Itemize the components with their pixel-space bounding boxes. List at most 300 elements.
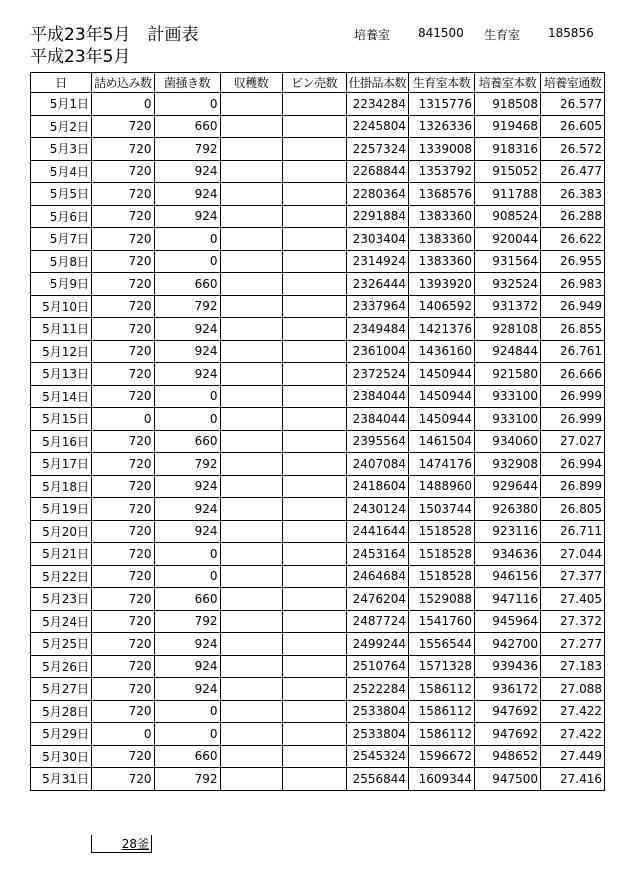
table-cell: 720 xyxy=(92,475,155,498)
table-cell: 1326336 xyxy=(409,115,475,138)
table-cell: 720 xyxy=(92,160,155,183)
table-cell: 0 xyxy=(154,250,220,273)
table-cell: 1571328 xyxy=(409,655,475,678)
table-cell: 5月12日 xyxy=(31,340,92,363)
table-row xyxy=(31,588,605,611)
table-cell: 1339008 xyxy=(409,138,475,161)
table-cell: 26.288 xyxy=(541,205,605,228)
table-cell: 26.983 xyxy=(541,273,605,296)
table-cell: 921580 xyxy=(475,363,541,386)
table-cell: 945964 xyxy=(475,610,541,633)
table-cell: 26.622 xyxy=(541,228,605,251)
total-cell xyxy=(91,835,152,853)
table-cell: 942700 xyxy=(475,633,541,656)
table-cell: 660 xyxy=(154,588,220,611)
table-cell xyxy=(282,453,346,476)
table-cell: 720 xyxy=(92,565,155,588)
table-cell xyxy=(220,183,282,206)
table-row xyxy=(31,93,605,116)
table-cell xyxy=(220,295,282,318)
table-cell: 2522284 xyxy=(346,678,409,701)
table-cell: 2441644 xyxy=(346,520,409,543)
table-cell xyxy=(282,385,346,408)
table-cell: 915052 xyxy=(475,160,541,183)
table-cell xyxy=(282,520,346,543)
table-cell: 0 xyxy=(154,385,220,408)
column-header: ビン売数 xyxy=(282,73,346,93)
table-cell: 1421376 xyxy=(409,318,475,341)
table-cell xyxy=(220,633,282,656)
table-cell: 26.949 xyxy=(541,295,605,318)
table-cell xyxy=(282,205,346,228)
table-cell: 2234284 xyxy=(346,93,409,116)
table-row xyxy=(31,543,605,566)
table-cell: 0 xyxy=(92,723,155,746)
table-cell: 720 xyxy=(92,543,155,566)
table-row xyxy=(31,768,605,791)
table-cell: 934060 xyxy=(475,430,541,453)
table-cell xyxy=(282,768,346,791)
table-cell: 26.577 xyxy=(541,93,605,116)
table-cell: 5月31日 xyxy=(31,768,92,791)
table-row xyxy=(31,385,605,408)
page-subtitle: 平成23年5月 xyxy=(30,47,131,67)
table-cell xyxy=(282,115,346,138)
room2-label: 生育室 xyxy=(484,28,521,42)
table-cell: 5月4日 xyxy=(31,160,92,183)
table-cell: 932908 xyxy=(475,453,541,476)
table-cell: 720 xyxy=(92,678,155,701)
table-cell xyxy=(220,363,282,386)
table-cell xyxy=(282,655,346,678)
table-cell: 933100 xyxy=(475,408,541,431)
table-cell: 792 xyxy=(154,295,220,318)
table-cell: 26.999 xyxy=(541,408,605,431)
table-cell: 924 xyxy=(154,363,220,386)
table-cell: 924 xyxy=(154,183,220,206)
table-cell: 924 xyxy=(154,318,220,341)
table-cell: 2280364 xyxy=(346,183,409,206)
table-cell: 2303404 xyxy=(346,228,409,251)
table-cell xyxy=(220,273,282,296)
table-cell xyxy=(220,93,282,116)
table-cell: 2314924 xyxy=(346,250,409,273)
table-cell: 660 xyxy=(154,745,220,768)
table-cell: 1436160 xyxy=(409,340,475,363)
column-header: 菌掻き数 xyxy=(154,73,220,93)
table-cell: 2337964 xyxy=(346,295,409,318)
table-cell: 1586112 xyxy=(409,723,475,746)
table-cell: 924 xyxy=(154,340,220,363)
table-cell xyxy=(220,138,282,161)
table-cell xyxy=(220,453,282,476)
table-cell: 720 xyxy=(92,385,155,408)
table-cell: 1461504 xyxy=(409,430,475,453)
table-row xyxy=(31,498,605,521)
table-cell: 792 xyxy=(154,453,220,476)
table-cell xyxy=(282,363,346,386)
table-cell xyxy=(282,228,346,251)
table-cell: 924 xyxy=(154,160,220,183)
table-cell: 720 xyxy=(92,745,155,768)
table-cell: 2326444 xyxy=(346,273,409,296)
table-cell: 934636 xyxy=(475,543,541,566)
table-cell: 720 xyxy=(92,228,155,251)
table-cell: 947692 xyxy=(475,723,541,746)
table-cell: 26.999 xyxy=(541,385,605,408)
room1-label: 培養室 xyxy=(354,28,391,42)
table-cell: 1450944 xyxy=(409,363,475,386)
table-cell: 720 xyxy=(92,340,155,363)
table-cell: 660 xyxy=(154,430,220,453)
table-cell: 1383360 xyxy=(409,228,475,251)
table-cell: 931372 xyxy=(475,295,541,318)
table-cell: 2545324 xyxy=(346,745,409,768)
table-cell: 0 xyxy=(154,565,220,588)
table-cell: 5月25日 xyxy=(31,633,92,656)
table-cell: 720 xyxy=(92,700,155,723)
table-cell: 2476204 xyxy=(346,588,409,611)
room1-value: 841500 xyxy=(418,26,464,40)
column-header: 詰め込み数 xyxy=(92,73,155,93)
table-cell: 26.761 xyxy=(541,340,605,363)
table-cell: 720 xyxy=(92,588,155,611)
table-cell: 924 xyxy=(154,205,220,228)
table-cell: 924 xyxy=(154,633,220,656)
table-cell: 720 xyxy=(92,250,155,273)
table-cell: 720 xyxy=(92,610,155,633)
table-cell xyxy=(282,565,346,588)
table-cell: 26.383 xyxy=(541,183,605,206)
table-cell: 27.088 xyxy=(541,678,605,701)
table-cell: 1518528 xyxy=(409,543,475,566)
table-cell: 5月9日 xyxy=(31,273,92,296)
table-cell xyxy=(220,498,282,521)
table-cell: 26.955 xyxy=(541,250,605,273)
table-cell: 5月3日 xyxy=(31,138,92,161)
column-header: 収穫数 xyxy=(220,73,282,93)
table-cell: 720 xyxy=(92,318,155,341)
table-cell: 0 xyxy=(92,408,155,431)
table-cell: 5月22日 xyxy=(31,565,92,588)
table-cell: 933100 xyxy=(475,385,541,408)
table-cell xyxy=(220,678,282,701)
table-cell: 919468 xyxy=(475,115,541,138)
table-cell: 5月5日 xyxy=(31,183,92,206)
table-row xyxy=(31,610,605,633)
table-cell: 2361004 xyxy=(346,340,409,363)
table-cell xyxy=(282,430,346,453)
table-row xyxy=(31,520,605,543)
table-cell xyxy=(282,160,346,183)
table-cell: 720 xyxy=(92,520,155,543)
table-cell: 27.277 xyxy=(541,633,605,656)
table-cell: 27.372 xyxy=(541,610,605,633)
table-cell xyxy=(220,115,282,138)
table-cell xyxy=(282,610,346,633)
table-cell: 720 xyxy=(92,183,155,206)
table-cell: 5月24日 xyxy=(31,610,92,633)
table-cell: 5月28日 xyxy=(31,700,92,723)
table-cell xyxy=(220,430,282,453)
table-cell: 2384044 xyxy=(346,408,409,431)
table-cell: 947692 xyxy=(475,700,541,723)
table-cell: 926380 xyxy=(475,498,541,521)
table-header-row xyxy=(31,73,605,93)
table-cell: 720 xyxy=(92,115,155,138)
table-cell: 5月19日 xyxy=(31,498,92,521)
table-row xyxy=(31,318,605,341)
table-cell: 0 xyxy=(154,723,220,746)
table-row xyxy=(31,340,605,363)
table-cell: 5月17日 xyxy=(31,453,92,476)
room2-value: 185856 xyxy=(548,26,594,40)
table-cell: 5月13日 xyxy=(31,363,92,386)
table-cell: 931564 xyxy=(475,250,541,273)
table-cell: 2556844 xyxy=(346,768,409,791)
table-cell: 923116 xyxy=(475,520,541,543)
table-cell: 27.422 xyxy=(541,700,605,723)
table-cell xyxy=(220,475,282,498)
table-cell: 924 xyxy=(154,520,220,543)
table-cell xyxy=(282,273,346,296)
table-cell xyxy=(282,183,346,206)
table-cell: 1518528 xyxy=(409,520,475,543)
table-cell xyxy=(220,745,282,768)
table-cell: 27.416 xyxy=(541,768,605,791)
table-cell: 26.605 xyxy=(541,115,605,138)
table-cell: 5月14日 xyxy=(31,385,92,408)
table-cell: 720 xyxy=(92,205,155,228)
table-cell: 1596672 xyxy=(409,745,475,768)
table-cell xyxy=(220,700,282,723)
table-cell: 946156 xyxy=(475,565,541,588)
table-cell: 1406592 xyxy=(409,295,475,318)
table-cell: 5月21日 xyxy=(31,543,92,566)
table-cell: 5月16日 xyxy=(31,430,92,453)
table-cell xyxy=(282,588,346,611)
table-cell: 27.183 xyxy=(541,655,605,678)
table-cell: 720 xyxy=(92,138,155,161)
table-cell: 0 xyxy=(92,93,155,116)
table-cell: 1586112 xyxy=(409,678,475,701)
table-cell: 27.044 xyxy=(541,543,605,566)
table-cell: 948652 xyxy=(475,745,541,768)
table-cell: 2487724 xyxy=(346,610,409,633)
table-cell: 1556544 xyxy=(409,633,475,656)
table-cell: 792 xyxy=(154,768,220,791)
table-cell: 924 xyxy=(154,498,220,521)
table-cell: 720 xyxy=(92,363,155,386)
table-cell: 720 xyxy=(92,273,155,296)
table-cell xyxy=(220,408,282,431)
column-header: 培養室通数 xyxy=(541,73,605,93)
table-cell: 660 xyxy=(154,273,220,296)
table-cell xyxy=(220,655,282,678)
table-cell: 2533804 xyxy=(346,700,409,723)
table-cell: 5月1日 xyxy=(31,93,92,116)
table-row xyxy=(31,723,605,746)
table-cell: 1609344 xyxy=(409,768,475,791)
table-cell: 928108 xyxy=(475,318,541,341)
table-cell: 5月8日 xyxy=(31,250,92,273)
table-cell: 5月26日 xyxy=(31,655,92,678)
table-cell: 27.377 xyxy=(541,565,605,588)
table-cell: 720 xyxy=(92,655,155,678)
table-cell: 1488960 xyxy=(409,475,475,498)
table-cell: 1518528 xyxy=(409,565,475,588)
table-cell: 0 xyxy=(154,408,220,431)
table-cell: 908524 xyxy=(475,205,541,228)
table-cell xyxy=(282,93,346,116)
table-cell: 5月15日 xyxy=(31,408,92,431)
table-cell: 924844 xyxy=(475,340,541,363)
table-row xyxy=(31,475,605,498)
table-cell: 1586112 xyxy=(409,700,475,723)
table-cell: 0 xyxy=(154,700,220,723)
table-cell xyxy=(220,340,282,363)
table-cell: 936172 xyxy=(475,678,541,701)
table-cell xyxy=(220,160,282,183)
table-row xyxy=(31,228,605,251)
table-cell: 26.994 xyxy=(541,453,605,476)
table-cell xyxy=(282,475,346,498)
table-cell xyxy=(220,205,282,228)
table-cell: 5月30日 xyxy=(31,745,92,768)
table-cell xyxy=(282,295,346,318)
table-cell: 1474176 xyxy=(409,453,475,476)
table-cell: 918316 xyxy=(475,138,541,161)
table-cell: 26.805 xyxy=(541,498,605,521)
table-cell: 792 xyxy=(154,138,220,161)
table-cell: 1541760 xyxy=(409,610,475,633)
table-cell xyxy=(282,138,346,161)
table-cell xyxy=(220,520,282,543)
table-cell: 2464684 xyxy=(346,565,409,588)
table-cell: 792 xyxy=(154,610,220,633)
page-title: 平成23年5月 計画表 xyxy=(30,25,199,45)
table-cell: 720 xyxy=(92,430,155,453)
table-row xyxy=(31,205,605,228)
table-cell: 939436 xyxy=(475,655,541,678)
table-cell: 1393920 xyxy=(409,273,475,296)
table-cell: 27.449 xyxy=(541,745,605,768)
table-row xyxy=(31,160,605,183)
table-cell: 26.711 xyxy=(541,520,605,543)
table-cell: 5月20日 xyxy=(31,520,92,543)
table-row xyxy=(31,745,605,768)
table-cell xyxy=(282,633,346,656)
table-cell: 1368576 xyxy=(409,183,475,206)
table-cell: 2349484 xyxy=(346,318,409,341)
total-value: 28釜 xyxy=(121,837,149,851)
table-cell: 720 xyxy=(92,498,155,521)
table-cell: 911788 xyxy=(475,183,541,206)
table-row xyxy=(31,430,605,453)
table-cell: 5月10日 xyxy=(31,295,92,318)
table-cell: 5月11日 xyxy=(31,318,92,341)
table-cell: 2395564 xyxy=(346,430,409,453)
table-cell xyxy=(220,250,282,273)
table-cell: 947116 xyxy=(475,588,541,611)
table-cell: 932524 xyxy=(475,273,541,296)
table-cell: 720 xyxy=(92,768,155,791)
table-cell: 2499244 xyxy=(346,633,409,656)
table-cell: 1450944 xyxy=(409,408,475,431)
table-cell: 1353792 xyxy=(409,160,475,183)
table-cell: 1529088 xyxy=(409,588,475,611)
table-cell: 5月18日 xyxy=(31,475,92,498)
table-row xyxy=(31,250,605,273)
table-cell: 5月29日 xyxy=(31,723,92,746)
table-cell xyxy=(282,745,346,768)
table-cell xyxy=(220,318,282,341)
table-cell xyxy=(282,678,346,701)
table-cell: 924 xyxy=(154,678,220,701)
table-cell xyxy=(282,408,346,431)
table-cell xyxy=(220,228,282,251)
table-row xyxy=(31,115,605,138)
table-cell xyxy=(220,723,282,746)
table-cell: 720 xyxy=(92,295,155,318)
table-cell: 1503744 xyxy=(409,498,475,521)
table-cell: 27.422 xyxy=(541,723,605,746)
table-cell: 929644 xyxy=(475,475,541,498)
table-cell: 26.666 xyxy=(541,363,605,386)
table-cell: 1450944 xyxy=(409,385,475,408)
table-cell: 26.572 xyxy=(541,138,605,161)
table-row xyxy=(31,408,605,431)
table-cell: 2384044 xyxy=(346,385,409,408)
table-cell xyxy=(220,543,282,566)
table-cell xyxy=(282,723,346,746)
table-cell xyxy=(282,700,346,723)
plan-table xyxy=(30,72,605,791)
table-cell: 2291884 xyxy=(346,205,409,228)
table-cell: 720 xyxy=(92,453,155,476)
table-row xyxy=(31,678,605,701)
table-row xyxy=(31,295,605,318)
table-row xyxy=(31,183,605,206)
table-cell xyxy=(220,768,282,791)
table-cell: 2453164 xyxy=(346,543,409,566)
table-cell: 920044 xyxy=(475,228,541,251)
table-cell: 2430124 xyxy=(346,498,409,521)
table-cell xyxy=(282,340,346,363)
table-cell: 1315776 xyxy=(409,93,475,116)
table-cell xyxy=(282,318,346,341)
table-cell xyxy=(282,498,346,521)
table-cell: 5月7日 xyxy=(31,228,92,251)
table-cell: 26.899 xyxy=(541,475,605,498)
table-cell xyxy=(220,385,282,408)
table-cell xyxy=(282,543,346,566)
table-cell: 26.855 xyxy=(541,318,605,341)
table-row xyxy=(31,633,605,656)
table-cell: 1383360 xyxy=(409,250,475,273)
table-cell: 947500 xyxy=(475,768,541,791)
table-row xyxy=(31,363,605,386)
table-cell: 2257324 xyxy=(346,138,409,161)
column-header: 日 xyxy=(31,73,92,93)
table-cell: 5月6日 xyxy=(31,205,92,228)
table-cell: 0 xyxy=(154,93,220,116)
table-row xyxy=(31,138,605,161)
column-header: 仕掛品本数 xyxy=(346,73,409,93)
table-cell: 27.027 xyxy=(541,430,605,453)
table-cell: 2268844 xyxy=(346,160,409,183)
table-cell: 924 xyxy=(154,475,220,498)
